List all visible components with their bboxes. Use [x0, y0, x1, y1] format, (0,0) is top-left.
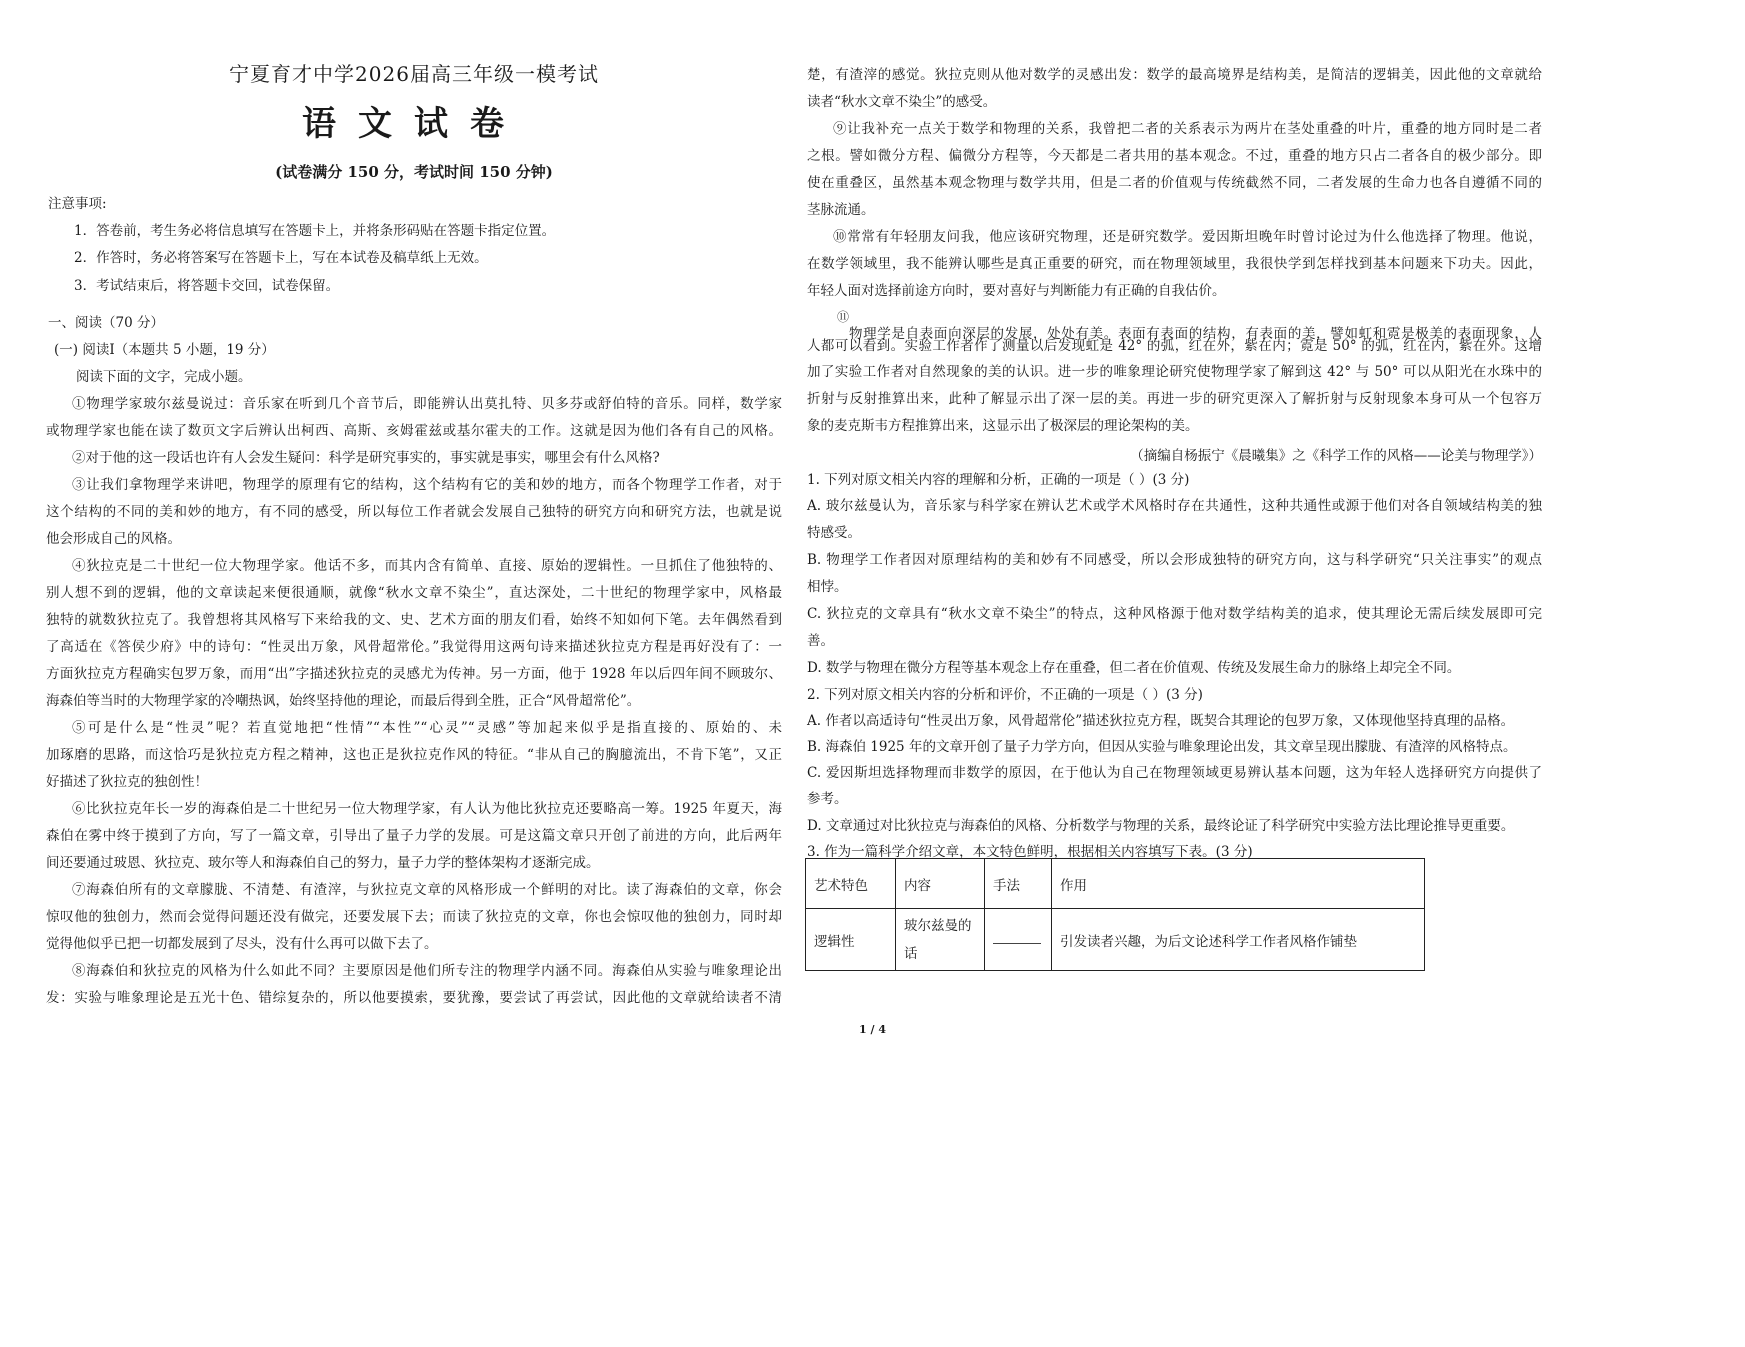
option-a: A. 玻尔兹曼认为，音乐家与科学家在辨认艺术或学术风格时存在共通性，这种共通性或源于他们对各自领域结构美的独 — [807, 498, 1542, 514]
passage-line: 茎脉流通。 — [807, 202, 875, 218]
table-header: 艺术特色 — [806, 859, 896, 909]
passage-line: 了高适在《答侯少府》中的诗句：“性灵出万象，风骨超常伦。”我觉得用这两句诗来描述狄拉克方程是再好没有了：一 — [46, 639, 782, 655]
passage-source: （摘编自杨振宁《晨曦集》之《科学工作的风格——论美与物理学》） — [1130, 448, 1542, 464]
table-header-row — [806, 859, 1425, 909]
option-d: D. 数学与物理在微分方程等基本观念上存在重叠，但二者在价值观、传统及发展生命力的脉络上却完全不同。 — [807, 660, 1461, 676]
passage-line: 好描述了狄拉克的独创性！ — [46, 774, 208, 790]
passage-line: 读者“秋水文章不染尘”的感受。 — [807, 94, 997, 110]
option-a: A. 作者以高适诗句“性灵出万象，风骨超常伦”描述狄拉克方程，既契合其理论的包罗万象，又体现他坚持真理的品格。 — [807, 713, 1515, 729]
passage-line: 象的麦克斯韦方程推算出来，这显示出了极深层的理论架构的美。 — [807, 418, 1199, 434]
notice-item: 1．答卷前，考生务必将信息填写在答题卡上，并将条形码贴在答题卡指定位置。 — [74, 223, 556, 239]
option-c: C. 狄拉克的文章具有“秋水文章不染尘”的特点，这种风格源于他对数学结构美的追求，使其理论无需后续发展即可完 — [807, 606, 1542, 622]
exam-meta: (试卷满分 150 分，考试时间 150 分钟) — [275, 163, 553, 181]
question-stem: 2. 下列对原文相关内容的分析和评价，不正确的一项是（ ）(3 分) — [807, 687, 1203, 703]
passage-line: 森伯在雾中终于摸到了方向，写了一篇文章，引导出了量子力学的发展。可是这篇文章只开创了前进的方向，此后两年 — [46, 828, 782, 844]
passage-line: ②对于他的这一段话也许有人会发生疑问：科学是研究事实的，事实就是事实，哪里会有什么风格? — [72, 450, 660, 466]
table-row — [806, 909, 1425, 971]
table-header: 内容 — [896, 859, 985, 909]
table-header: 手法 — [985, 859, 1052, 909]
passage-line: ⑥比狄拉克年长一岁的海森伯是二十世纪另一位大物理学家，有人认为他比狄拉克还要略高一筹。1925 年夏天，海 — [72, 801, 782, 817]
passage-line: 独特的就数狄拉克了。我曾想将其风格写下来给我的文、史、艺术方面的朋友们看，始终不知如何下笔。去年偶然看到 — [46, 612, 782, 628]
passage-line: 加了实验工作者对自然现象的美的认识。进一步的唯象理论研究使物理学家了解到这 42° 与 50° 可以从阳光在水珠中的 — [807, 364, 1542, 380]
table-header: 作用 — [1052, 859, 1425, 909]
passage-line: 惊叹他的独创力，然而会觉得问题还没有做完，还要发展下去；而读了狄拉克的文章，你也会惊叹他的独创力，同时却 — [46, 909, 782, 925]
question-stem: 3. 作为一篇科学介绍文章，本文特色鲜明，根据相关内容填写下表。(3 分) — [807, 844, 1253, 860]
option-b: B. 物理学工作者因对原理结构的美和妙有不同感受，所以会形成独特的研究方向，这与科学研究“只关注事实”的观点 — [807, 552, 1542, 568]
option-b-cont: 相悖。 — [807, 579, 848, 595]
table-cell-method[interactable] — [985, 909, 1052, 971]
option-c: C. 爱因斯坦选择物理而非数学的原因，在于他认为自己在物理领域更易辨认基本问题，这为年轻人选择研究方向提供了 — [807, 765, 1542, 781]
notice-item: 2．作答时，务必将答案写在答题卡上，写在本试卷及稿草纸上无效。 — [74, 250, 488, 266]
passage-line: 加琢磨的思路，而这恰巧是狄拉克方程之精神，这也正是狄拉克作风的特征。“非从自己的胸臆流出，不肯下笔”，又正 — [46, 747, 782, 763]
passage-line: 使在重叠区，虽然基本观念物理与数学共用，但是二者的价值观与传统截然不同，二者发展的生命力也各自遵循不同的 — [807, 175, 1542, 191]
passage-line: ③让我们拿物理学来讲吧，物理学的原理有它的结构，这个结构有它的美和妙的地方，而各个物理学工作者，对于 — [72, 477, 782, 493]
subsection-title: (一) 阅读Ⅰ（本题共 5 小题，19 分） — [54, 342, 275, 358]
notice-title: 注意事项: — [48, 196, 107, 212]
passage-line: 楚，有渣滓的感觉。狄拉克则从他对数学的灵感出发：数学的最高境界是结构美，是简洁的逻辑美，因此他的文章就给 — [807, 67, 1542, 83]
passage-line: 海森伯等当时的大物理学家的冷嘲热讽，始终坚持他的理论，而最后得到全胜，正合“风骨超常伦”。 — [46, 693, 641, 709]
exam-school-title: 宁夏育才中学2026届高三年级一模考试 — [229, 62, 599, 86]
exam-subject-title: 语文试卷 — [302, 104, 526, 144]
page-number: 1 / 4 — [859, 1023, 886, 1036]
passage-line: 在数学领域里，我不能辨认哪些是真正重要的研究，而在物理领域里，我很快学到怎样找到基本问题来下功夫。因此， — [807, 256, 1542, 272]
passage-line: 发：实验与唯象理论是五光十色、错综复杂的，所以他要摸索，要犹豫，要尝试了再尝试，因此他的文章就给读者不清 — [46, 990, 782, 1006]
content-line: 玻尔兹曼的 — [904, 917, 972, 934]
passage-line: 或物理学家也能在读了数页文字后辨认出柯西、高斯、亥姆霍兹或基尔霍夫的工作。这就是因为他们各有自己的风格。 — [46, 423, 782, 439]
passage-line: 之根。譬如微分方程、偏微分方程等，今天都是二者共用的基本观念。不过，重叠的地方只占二者各自的极少部分。即 — [807, 148, 1542, 164]
question-stem: 1. 下列对原文相关内容的理解和分析，正确的一项是（ ）(3 分) — [807, 472, 1190, 488]
paragraph-marker: ⑪ — [837, 310, 850, 324]
passage-line: 年轻人面对选择前途方向时，要对喜好与判断能力有正确的自我估价。 — [807, 283, 1226, 299]
passage-line: 他会形成自己的风格。 — [46, 531, 181, 547]
option-c-cont: 参考。 — [807, 791, 848, 807]
notice-item: 3．考试结束后，将答题卡交回，试卷保留。 — [74, 278, 340, 294]
passage-line: 间还要通过玻恩、狄拉克、玻尔等人和海森伯自己的努力，量子力学的整体架构才逐渐完成。 — [46, 855, 600, 871]
passage-line: 别人想不到的逻辑，他的文章读起来便很通顺，就像“秋水文章不染尘”，直达深处，二十世纪的物理学家中，风格最 — [46, 585, 782, 601]
passage-line: 物理学是自表面向深层的发展，处处有美。表面有表面的结构，有表面的美，譬如虹和霓是极美的表面现象，人 — [849, 326, 1542, 342]
table-cell-content — [896, 909, 985, 971]
passage-line: ①物理学家玻尔兹曼说过：音乐家在听到几个音节后，即能辨认出莫扎特、贝多芬或舒伯特的音乐。同样，数学家 — [72, 396, 782, 412]
passage-line: ⑤可是什么是“性灵”呢？若直觉地把“性情”“本性”“心灵”“灵感”等加起来似乎是指直接的、原始的、未 — [72, 720, 782, 736]
passage-line: 人都可以看到。实验工作者作了测量以后发现虹是 42° 的弧，红在外，紫在内；霓是 50° 的弧，红在内，紫在外。这增 — [807, 338, 1542, 354]
passage-line: ⑦海森伯所有的文章朦胧、不清楚、有渣滓，与狄拉克文章的风格形成一个鲜明的对比。读了海森伯的文章，你会 — [72, 882, 782, 898]
table-cell-effect: 引发读者兴趣，为后文论述科学工作者风格作铺垫 — [1052, 909, 1425, 971]
table-cell-feature: 逻辑性 — [806, 909, 896, 971]
option-a-cont: 特感受。 — [807, 525, 861, 541]
passage-line: 方面狄拉克方程确实包罗万象，而用“出”字描述狄拉克的灵感尤为传神。另一方面，他于 1928 年以后四年间不顾玻尔、 — [46, 666, 782, 682]
option-d: D. 文章通过对比狄拉克与海森伯的风格、分析数学与物理的关系，最终论证了科学研究中实验方法比理论推导更重要。 — [807, 818, 1515, 834]
answer-table — [805, 858, 1425, 971]
passage-line: 觉得他似乎已把一切都发展到了尽头，没有什么再可以做下去了。 — [46, 936, 438, 952]
content-line: 话 — [904, 945, 918, 962]
passage-line: 折射与反射推算出来，此种了解显示出了深一层的美。再进一步的研究更深入了解折射与反射现象本身可从一个包容万 — [807, 391, 1542, 407]
passage-line: ⑨让我补充一点关于数学和物理的关系，我曾把二者的关系表示为两片在茎处重叠的叶片，重叠的地方同时是二者 — [833, 121, 1542, 137]
passage-line: ⑧海森伯和狄拉克的风格为什么如此不同？主要原因是他们所专注的物理学内涵不同。海森伯从实验与唯象理论出 — [72, 963, 782, 979]
instruction: 阅读下面的文字，完成小题。 — [76, 369, 252, 385]
passage-line: ④狄拉克是二十世纪一位大物理学家。他话不多，而其内含有简单、直接、原始的逻辑性。一旦抓住了他独特的、 — [72, 558, 782, 574]
passage-line: 这个结构的不同的美和妙的地方，有不同的感受，所以每位工作者就会发展自己独特的研究方向和研究方法，也就是说 — [46, 504, 782, 520]
fill-blank[interactable] — [993, 943, 1041, 944]
option-b: B. 海森伯 1925 年的文章开创了量子力学方向，但因从实验与唯象理论出发，其文章呈现出朦胧、有渣滓的风格特点。 — [807, 739, 1517, 755]
passage-line: ⑩常常有年轻朋友问我，他应该研究物理，还是研究数学。爱因斯坦晚年时曾讨论过为什么他选择了物理。他说， — [833, 229, 1542, 245]
section-title: 一、阅读（70 分） — [48, 315, 164, 331]
option-c-cont: 善。 — [807, 633, 834, 649]
